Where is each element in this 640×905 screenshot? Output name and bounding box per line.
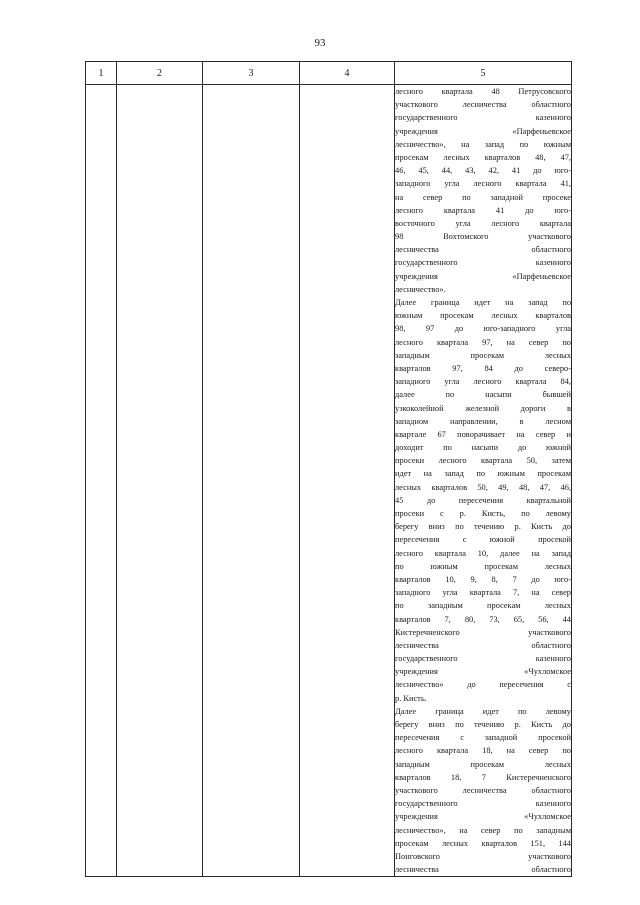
text-line: лесничества областного — [395, 640, 571, 650]
table-row — [86, 85, 572, 877]
text-line: участкового лесничества областного — [395, 100, 571, 110]
column-header-3: 3 — [203, 62, 300, 85]
text-line: на север по западной просеке — [395, 192, 571, 202]
text-line: далее по насыпи бывшей — [395, 390, 571, 400]
text-line: лесного квартала 18, на север по — [395, 746, 571, 756]
table-header-row — [86, 62, 572, 85]
text-line: Кистеречненского участкового — [395, 627, 571, 637]
text-line: учреждения «Чухломское — [395, 667, 571, 677]
cell-column-2 — [117, 85, 203, 877]
text-line: просеки с р. Кисть, по левому — [395, 509, 571, 518]
text-line: южным просекам лесных кварталов — [395, 311, 571, 321]
text-line: государственного казенного — [395, 799, 571, 809]
text-line: лесных кварталов 50, 49, 48, 47, 46, — [395, 482, 571, 492]
text-line: кварталов 10, 9, 8, 7 до юго- — [395, 574, 571, 584]
text-line: восточного угла лесного квартала — [395, 218, 571, 228]
text-line: 45 до пересечения квартальной — [395, 495, 571, 505]
document-table — [85, 61, 572, 877]
text-line: просекам лесных кварталов 48, 47, — [395, 152, 571, 162]
column-header-4: 4 — [300, 62, 395, 85]
text-line: Понговского участкового — [395, 851, 571, 861]
text-line: западного угла лесного квартала 84, — [395, 377, 571, 387]
text-line: западного угла лесного квартала 41, — [395, 179, 571, 189]
cell-column-1 — [86, 85, 117, 877]
text-line: по южным просекам лесных — [395, 561, 571, 571]
text-line: лесного квартала 10, далее на запад — [395, 548, 571, 558]
text-line: пересечения с западной просекой — [395, 733, 571, 743]
text-line: западном направлении, в лесном — [395, 416, 571, 426]
text-line: р. Кисть. — [395, 693, 427, 703]
text-line: доходит по насыпи до южной — [395, 443, 571, 453]
column-header-2: 2 — [117, 62, 203, 85]
text-line: Далее граница идет на запад по — [395, 298, 571, 307]
text-line: лесничество». — [395, 284, 446, 294]
boundary-description-text — [395, 85, 571, 876]
text-line: лесничества областного — [395, 865, 571, 875]
text-line: государственного казенного — [395, 258, 571, 268]
cell-column-3 — [203, 85, 300, 877]
text-line: по западным просекам лесных — [395, 601, 571, 611]
page-number: 93 — [314, 37, 326, 49]
text-line: квартале 67 поворачивает на север и — [395, 429, 571, 439]
text-line: учреждения «Парфеньевское — [395, 271, 571, 281]
text-line: кварталов 7, 80, 73, 65, 56, 44 — [395, 614, 571, 624]
text-line: 46, 45, 44, 43, 42, 41 до юго- — [395, 166, 571, 176]
column-header-5: 5 — [395, 62, 572, 85]
text-line: лесничество» до пересечения с — [395, 680, 571, 690]
cell-column-5-boundary-description — [395, 85, 572, 877]
text-line: просекам лесных кварталов 151, 144 — [395, 838, 571, 848]
text-line: кварталов 18, 7 Кистеречненского — [395, 772, 571, 782]
text-line: Далее граница идет по левому — [395, 706, 571, 716]
text-line: берегу вниз по течению р. Кисть до — [395, 720, 571, 729]
text-line: государственного казенного — [395, 654, 571, 664]
text-line: пересечения с южной просекой — [395, 535, 571, 545]
text-line: лесного квартала 48 Петрусовского — [395, 87, 571, 96]
text-line: берегу вниз по течению р. Кисть до — [395, 522, 571, 532]
text-line: государственного казенного — [395, 113, 571, 123]
cell-column-4 — [300, 85, 395, 877]
text-line: западного угла квартала 7, на север — [395, 588, 571, 598]
text-line: лесного квартала 97, на север по — [395, 337, 571, 347]
text-line: западным просекам лесных — [395, 759, 571, 769]
text-line: идет на запад по южным просекам — [395, 469, 571, 479]
text-line: учреждения «Чухломское — [395, 812, 571, 822]
text-line: 98 Вохтомского участкового — [395, 232, 571, 242]
text-line: западным просекам лесных — [395, 350, 571, 360]
column-header-1: 1 — [86, 62, 117, 85]
text-line: лесничества областного — [395, 245, 571, 255]
text-line: лесничество», на север по западным — [395, 825, 571, 835]
text-line: учреждения «Парфеньевское — [395, 126, 571, 136]
text-line: лесничество», на запад по южным — [395, 139, 571, 149]
text-line: узкоколейной железной дороги в — [395, 403, 571, 413]
text-line: просеки лесного квартала 50, затем — [395, 456, 571, 466]
text-line: кварталов 97, 84 до северо- — [395, 363, 571, 373]
text-line: участкового лесничества областного — [395, 785, 571, 795]
text-line: 98, 97 до юго-западного угла — [395, 324, 571, 334]
text-line: лесного квартала 41 до юго- — [395, 205, 571, 215]
